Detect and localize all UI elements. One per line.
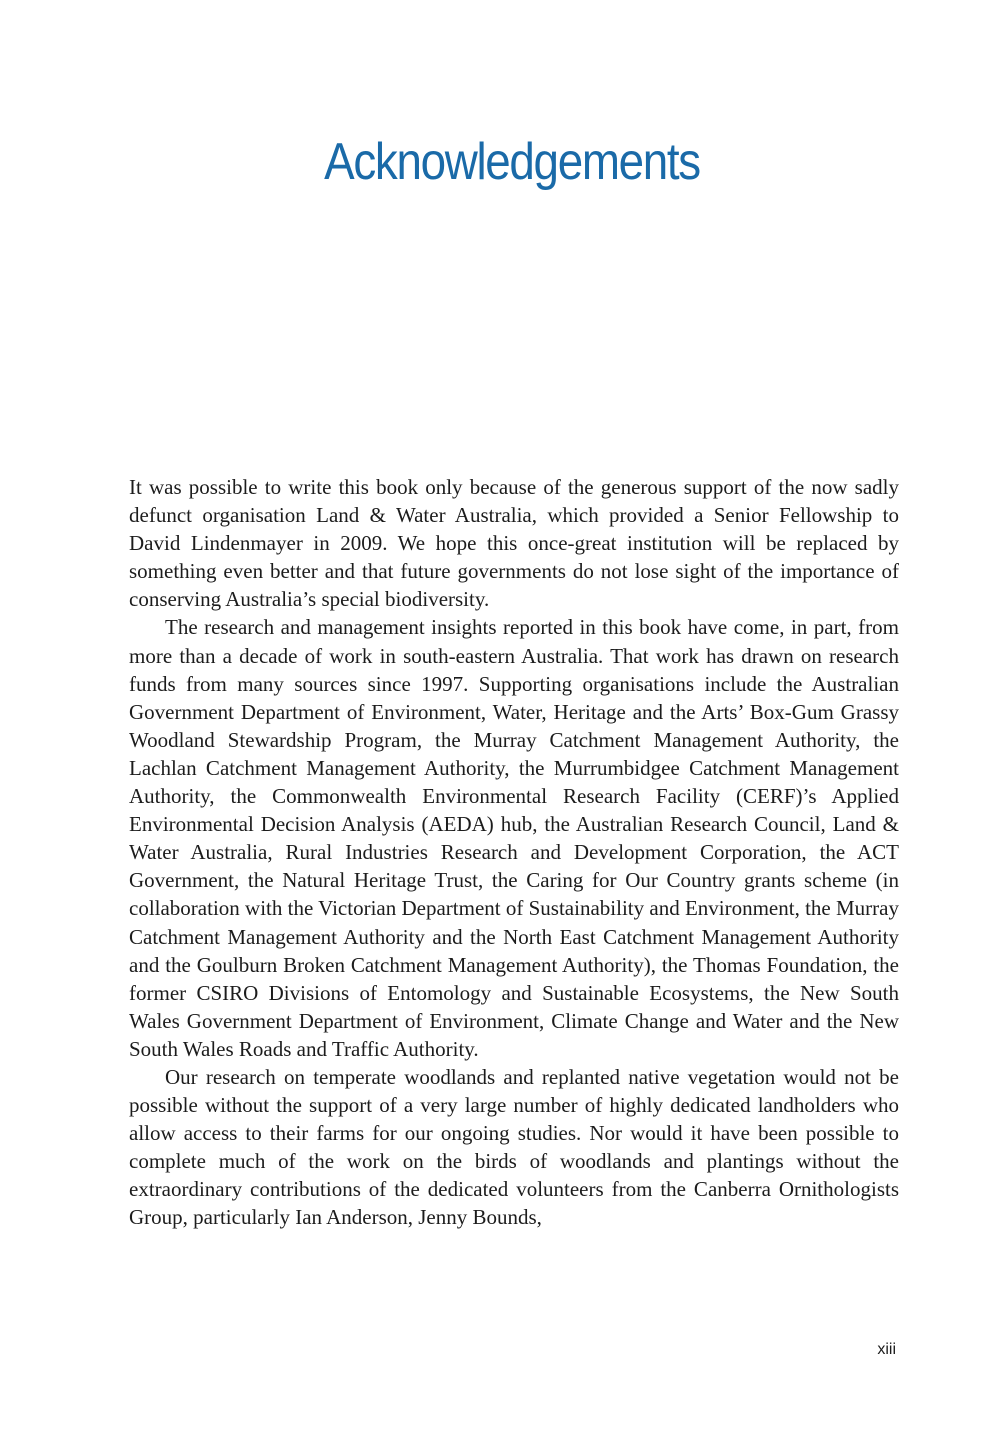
body-text bbox=[129, 473, 899, 1232]
paragraph: Our research on temperate woodlands and replanted native vegetation would not be possible without the support of a very large number of highly dedicated landholders who allow access to their farms for our ongoing studies. Nor would it have been possible to complete much of the work on the birds of woodlands and plantings without the extraordinary contributions of the dedicated volunteers from the Canberra Ornithologists Group, particularly Ian Anderson, Jenny Bounds, bbox=[129, 1064, 899, 1230]
page-title: Acknowledgements bbox=[324, 133, 700, 191]
paragraph: The research and management insights reported in this book have come, in part, from more than a decade of work in south-eastern Australia. That work has drawn on research funds from many sources since 1997. Supporting organisations include the Australian Government Department of Environment, Water, Heritage and the Arts’ Box-Gum Grassy Woodland Stewardship Program, the Murray Catchment Management Authority, the Lachlan Catchment Management Authority, the Murrumbidgee Catchment Management Authority, the Commonwealth Environmental Research Facility (CERF)’s Applied Environmental Decision Analysis (AEDA) hub, the Australian Research Council, Land & Water Australia, Rural Industries Research and Development Corporation, the ACT Government, the Natural Heritage Trust, the Caring for Our Country grants scheme (in collaboration with the Victorian Department of Sustainability and Environment, the Murray Catchment Management Authority and the North East Catchment Management Authority and the Goulburn Broken Catchment Management Authority), the Thomas Foundation, the former CSIRO Divisions of Entomology and Sustainable Ecosystems, the New South Wales Government Department of Environment, Climate Change and Water and the New South Wales Roads and Traffic Authority. bbox=[129, 615, 899, 1061]
page-number: xiii bbox=[877, 1341, 896, 1358]
paragraph: It was possible to write this book only because of the generous support of the now sadly defunct organisation Land & Water Australia, which provided a Senior Fellowship to David Lindenmayer in 2009. We hope this once-great institution will be replaced by something even better and that future governments do not lose sight of the importance of conserving Australia’s special biodiversity. bbox=[129, 475, 899, 612]
